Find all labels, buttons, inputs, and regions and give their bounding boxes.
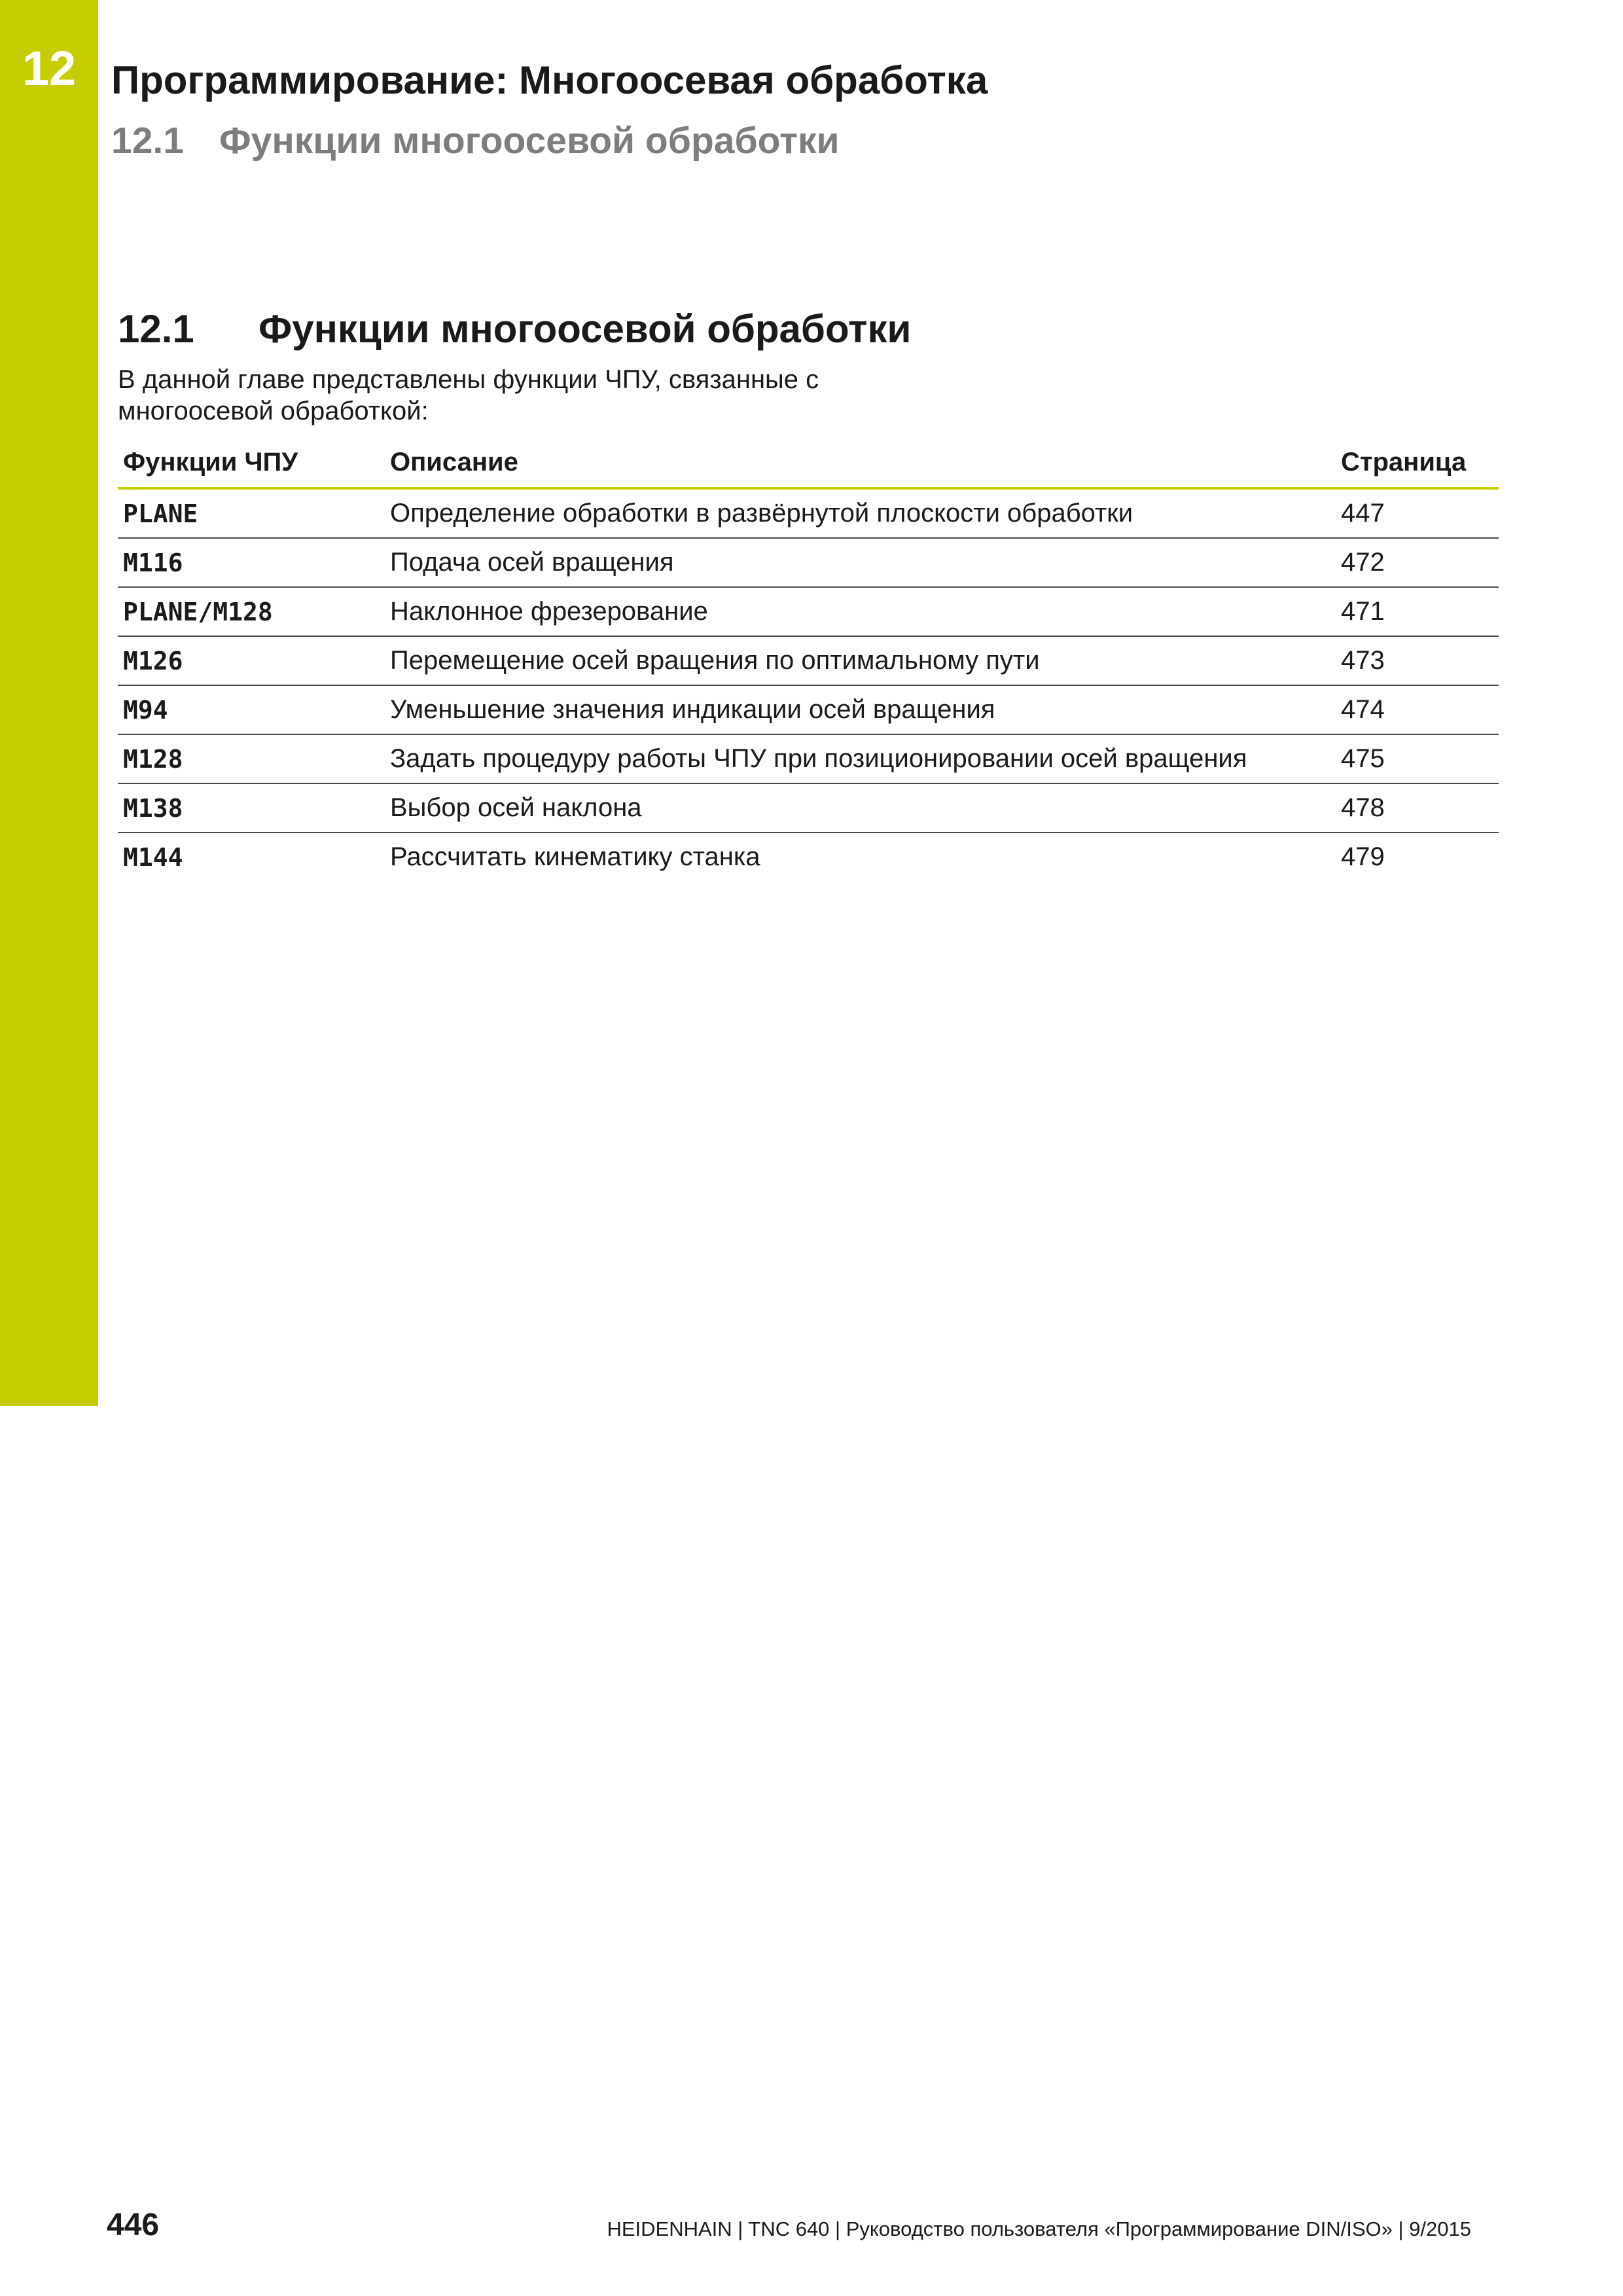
function-description: Рассчитать кинематику станка [390,842,760,871]
section-number: 12.1 [118,307,194,351]
running-header-section-title: Функции многоосевой обработки [219,120,840,162]
page-reference: 474 [1336,685,1499,734]
function-code: M138 [118,783,385,833]
footer-text: HEIDENHAIN | TNC 640 | Руководство пользователя «Программирование DIN/ISO» | 9/2015 [607,2217,1471,2240]
function-description: Выбор осей наклона [385,783,1336,833]
chapter-side-bar [0,0,98,1406]
functions-table [118,437,1499,881]
function-description: Уменьшение значения индикации осей вращения [385,685,1336,734]
function-description: Определение обработки в развёрнутой плоскости обработки [385,488,1336,538]
page-reference: 475 [1336,734,1499,783]
table-row [118,538,1499,587]
table-row [118,636,1499,685]
function-code: PLANE/M128 [118,587,385,636]
function-code: M144 [123,842,183,872]
function-code: M126 [118,636,385,685]
table-row [118,587,1499,636]
table-row [118,685,1499,734]
intro-paragraph: В данной главе представлены функции ЧПУ, связанные с многоосевой обработкой: [118,365,819,425]
page-reference: 479 [1341,842,1385,871]
function-description: Перемещение осей вращения по оптимальному пути [385,636,1336,685]
table-header-row [118,437,1499,488]
header-description: Описание [385,437,1336,488]
section-title: Функции многоосевой обработки [259,307,912,351]
page-reference: 447 [1336,488,1499,538]
chapter-number: 12 [22,41,77,96]
header-functions: Функции ЧПУ [118,437,385,488]
page-reference: 478 [1336,783,1499,833]
table-row [118,488,1499,538]
table-row [118,833,1499,881]
function-code: M116 [118,538,385,587]
function-description: Подача осей вращения [385,538,1336,587]
section-heading [118,306,911,351]
function-code: M128 [118,734,385,783]
running-header-section-number: 12.1 [111,120,184,162]
running-header-chapter-title: Программирование: Многоосевая обработка [111,58,988,102]
table-row [118,734,1499,783]
page-reference: 471 [1336,587,1499,636]
page-reference: 472 [1336,538,1499,587]
function-description: Наклонное фрезерование [385,587,1336,636]
table-row [118,783,1499,833]
function-description: Задать процедуру работы ЧПУ при позиционировании осей вращения [385,734,1336,783]
function-code: PLANE [118,488,385,538]
running-header-section [111,119,840,162]
header-page: Страница [1336,437,1499,488]
page-number: 446 [107,2208,160,2242]
page-reference: 473 [1336,636,1499,685]
function-code: M94 [118,685,385,734]
